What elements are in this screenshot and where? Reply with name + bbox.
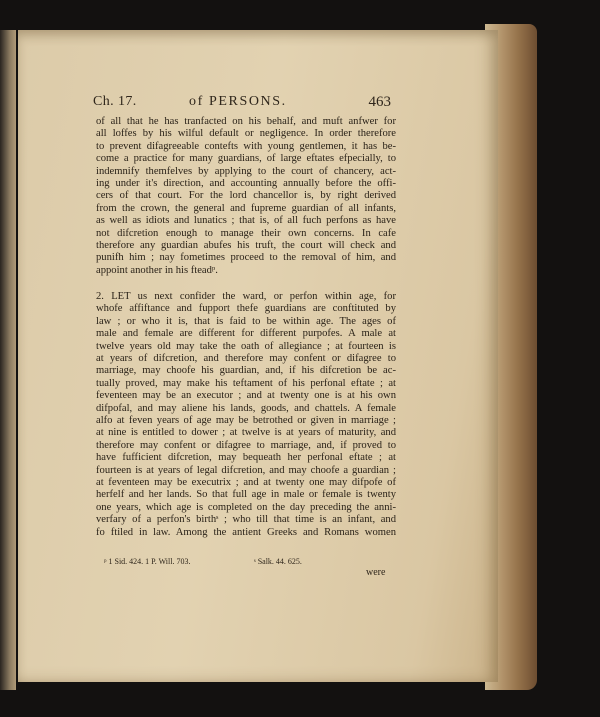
text-line: all loffes by his wilful default or negligence. In order therefore bbox=[96, 128, 396, 140]
running-header bbox=[93, 94, 391, 112]
text-line: 2. LET us next confider the ward, or perfon within age, for bbox=[96, 291, 396, 303]
text-line: herfelf and her lands. So that full age in male or female is twenty bbox=[96, 489, 396, 501]
text-line: ing under it's direction, and accounting annually before the offi- bbox=[96, 177, 396, 189]
text-line: not difcretion enough to manage their own concerns. In cafe bbox=[96, 227, 396, 239]
text-line: law ; or who it is, that is faid to be within age. The ages of bbox=[96, 315, 396, 327]
text-line: punifh him ; nay fometimes proceed to the removal of him, and bbox=[96, 252, 396, 264]
text-line: feventeen may be an executor ; and at twenty one is at his own bbox=[96, 390, 396, 402]
text-line: alfo at feven years of age may be betrothed or given in marriage ; bbox=[96, 414, 396, 426]
text-line: cers of that court. For the lord chancellor is, by right derived bbox=[96, 190, 396, 202]
text-line: to prevent difagreeable contefts with young gentlemen, it has be- bbox=[96, 140, 396, 152]
text-line: one years, which age is completed on the day preceding the anni- bbox=[96, 501, 396, 513]
text-line: verfary of a perfon's birthˢ ; who till that time is an infant, and bbox=[96, 514, 396, 526]
text-line: come a practice for many guardians, of large eftates efpecially, to bbox=[96, 153, 396, 165]
text-line: male and female are different for different purpofes. A male at bbox=[96, 328, 396, 340]
footnote-s: ˢ Salk. 44. 625. bbox=[254, 557, 302, 566]
footnote-p: ᵖ 1 Sid. 424. 1 P. Will. 703. bbox=[104, 557, 191, 566]
text-line: therefore any guardian abufes his truft, the court will check and bbox=[96, 239, 396, 251]
text-line: fourteen is at years of legal difcretion, and may choofe a guardian ; bbox=[96, 464, 396, 476]
text-line: difpofal, and may aliene his lands, goods, and chattels. A female bbox=[96, 402, 396, 414]
running-title: of PERSONS. bbox=[189, 94, 287, 109]
adjacent-page-edge bbox=[0, 30, 16, 690]
text-line: of all that he has tranfacted on his behalf, and muft anfwer for bbox=[96, 116, 396, 127]
text-line: appoint another in his fteadᵖ. bbox=[96, 264, 218, 276]
text-line: at years of difcretion, and therefore may confent or difagree to bbox=[96, 353, 396, 365]
text-line: have fufficient difcretion, may bequeath her perfonal eftate ; at bbox=[96, 452, 396, 464]
text-line: therefore may confent or difagree to marriage, and, if proved to bbox=[96, 439, 396, 451]
paragraph-guardians bbox=[96, 116, 396, 277]
chapter-label: Ch. 17. bbox=[93, 94, 137, 109]
page-number: 463 bbox=[368, 94, 391, 110]
body-text bbox=[96, 116, 396, 539]
text-line: indemnify themfelves by applying to the court of chancery, act- bbox=[96, 165, 396, 177]
text-line: from the crown, the general and fupreme guardian of all infants, bbox=[96, 202, 396, 214]
text-line: whofe affiftance and fupport thefe guardians are conftituted by bbox=[96, 303, 396, 315]
text-line: at feventeen may be executrix ; and at twenty one may difpofe of bbox=[96, 476, 396, 488]
paragraph-ward bbox=[96, 291, 396, 539]
text-line: as well as idiots and lunatics ; that is, of all fuch perfons as have bbox=[96, 215, 396, 227]
text-line: fo ftiled in law. Among the antient Greeks and Romans women bbox=[96, 526, 396, 538]
text-line: twelve years old may take the oath of allegiance ; at fourteen is bbox=[96, 340, 396, 352]
text-line: marriage, may choofe his guardian, and, if his difcretion be ac- bbox=[96, 365, 396, 377]
text-line: tually proved, may make his teftament of his perfonal eftate ; at bbox=[96, 377, 396, 389]
catchword: were bbox=[366, 567, 386, 578]
footnotes bbox=[104, 557, 394, 569]
text-line: at nine is entitled to dower ; at twelve is at years of maturity, and bbox=[96, 427, 396, 439]
